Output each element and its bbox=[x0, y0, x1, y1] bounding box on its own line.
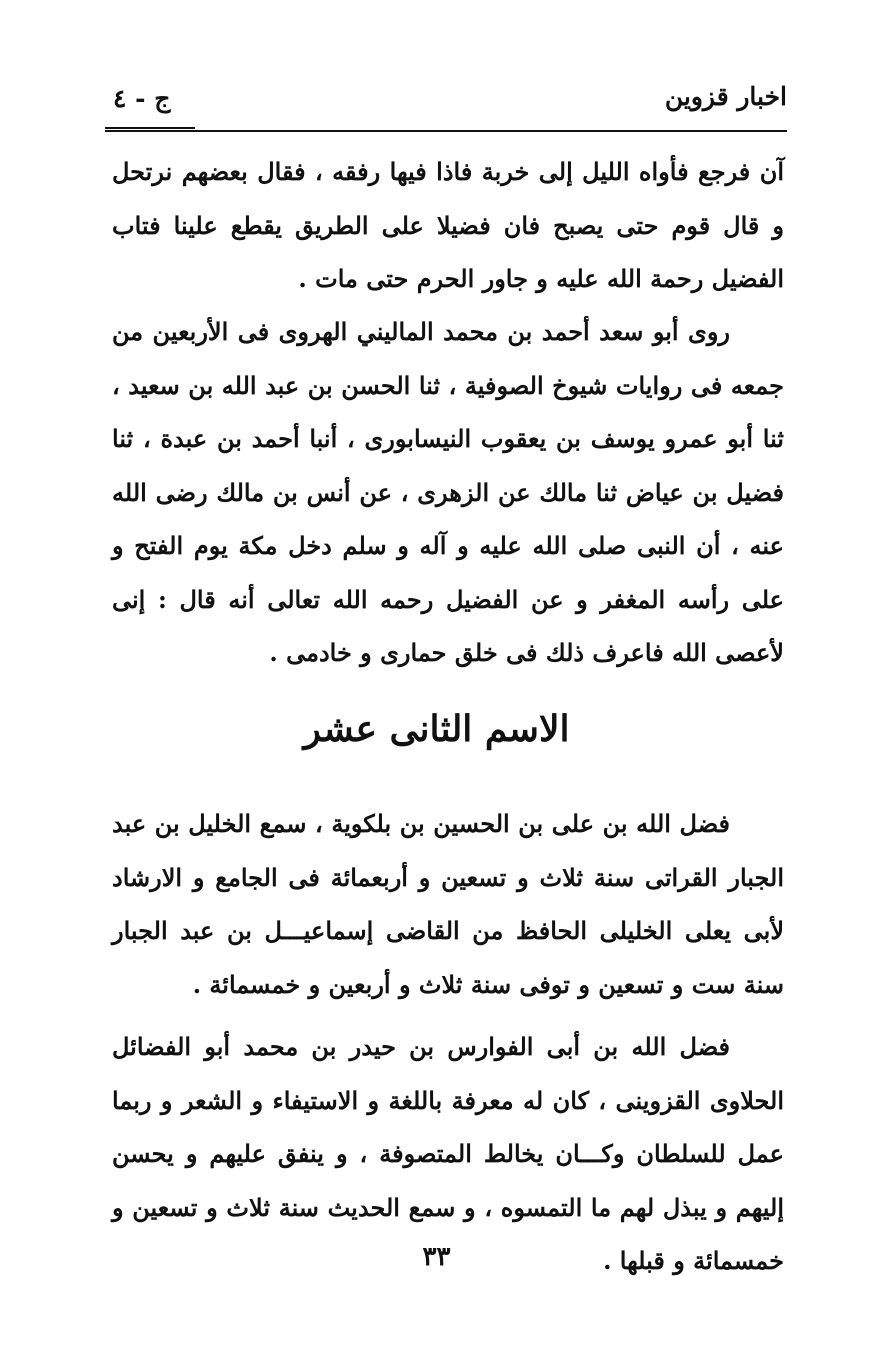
paragraph-4: فضل الله بن أبى الفوارس بن حيدر بن محمد أبو الفضائل الحلاوى القزوينى ، كان له معرفة باللغة و الاستيفاء و الشعر و ربما عمل للسلطان وكـــان يخالط المتصوفة ، و ينفق عليهم و يحسن إليهم و يبذل لهم ما التمسوه ، و سمع الحديث سنة ثلاث و تسعين و خمسمائة و قبلها . bbox=[112, 1032, 785, 1275]
header-rule bbox=[105, 130, 787, 132]
text-block-2 bbox=[112, 305, 784, 680]
paragraph-3: فضل الله بن على بن الحسين بن بلكوية ، سمع الخليل بن عبد الجبار القراتى سنة ثلاث و تسعين و أربعمائة فى الجامع و الارشاد لأبى يعلى الخليلى الحافظ من القاضى إسماعيـــل بن عبد الجبار سنة ست و تسعين و توفى سنة ثلاث و أربعين و خمسمائة . bbox=[112, 809, 784, 999]
paragraph-1: آن فرجع فأواه الليل إلى خربة فاذا فيها رفقه ، فقال بعضهم نرتحل و قال قوم حتى يصبح فان فضيلا على الطريق يقطع علينا فتاب الفضيل رحمة الله عليه و جاور الحرم حتى مات . bbox=[112, 157, 785, 293]
running-head-title: اخبار قزوين bbox=[664, 82, 787, 111]
section-heading: الاسم الثانى عشر bbox=[303, 708, 570, 750]
paragraph-2: روى أبو سعد أحمد بن محمد الماليني الهروى فى الأربعين من جمعه فى روايات شيوخ الصوفية ، ثنا الحسن بن عبد الله بن سعيد ، ثنا أبو عمرو يوسف بن يعقوب النيسابورى ، أنبا أحمد بن عبدة ، ثنا فضيل بن عياض ثنا مالك عن الزهرى ، عن أنس بن مالك رضى الله عنه ، أن النبى صلى الله عليه و آله و سلم دخل مكة يوم الفتح و على رأسه المغفر و عن الفضيل رحمه الله تعالى أنه قال : إنى لأعصى الله فاعرف ذلك فى خلق حمارى و خادمى . bbox=[112, 317, 784, 667]
running-head-volume: ج - ٤ bbox=[113, 84, 171, 113]
text-block-3 bbox=[112, 797, 784, 1011]
running-head bbox=[105, 82, 787, 128]
text-block-1 bbox=[112, 145, 784, 306]
page-number: ٣٣ bbox=[422, 1242, 451, 1272]
header-rule-segment bbox=[105, 127, 195, 129]
